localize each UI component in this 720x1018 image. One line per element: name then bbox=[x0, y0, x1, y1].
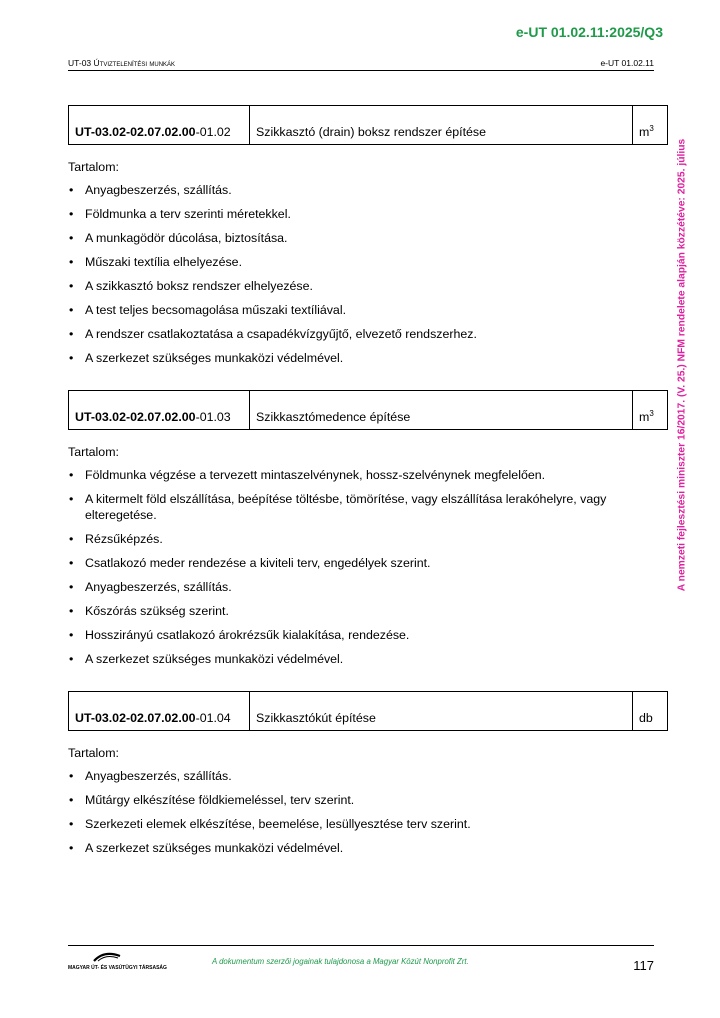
content-label: Tartalom: bbox=[68, 445, 119, 459]
item-code: UT-03.02-02.07.02.00-01.03 bbox=[69, 391, 250, 430]
list-item: • A szerkezet szükséges munkaközi védelmével. bbox=[68, 652, 668, 668]
list-item: • Kőszórás szükség szerint. bbox=[68, 604, 668, 620]
item-title: Szikkasztómedence építése bbox=[250, 391, 633, 430]
list-item: • A szerkezet szükséges munkaközi védelmével. bbox=[68, 841, 668, 857]
item-title: Szikkasztókút építése bbox=[250, 692, 633, 731]
running-header-title: Útviztelenítési munkák bbox=[93, 58, 176, 68]
item-code-table bbox=[68, 691, 668, 731]
page-number: 117 bbox=[633, 958, 654, 973]
item-unit: db bbox=[633, 692, 668, 731]
list-item: • A szikkasztó boksz rendszer elhelyezése. bbox=[68, 279, 668, 295]
item-unit: $m^3$ bbox=[633, 106, 668, 145]
item-code: UT-03.02-02.07.02.00-01.02 bbox=[69, 106, 250, 145]
list-item: • Csatlakozó meder rendezése a kiviteli terv, engedélyek szerint. bbox=[68, 556, 668, 572]
list-item: • A test teljes becsomagolása műszaki textíliával. bbox=[68, 303, 668, 319]
list-item: • Anyagbeszerzés, szállítás. bbox=[68, 183, 668, 199]
item-code-table bbox=[68, 105, 668, 145]
copyright-notice: A dokumentum szerzői jogainak tulajdonosa a Magyar Közút Nonprofit Zrt. bbox=[212, 957, 469, 966]
item-title: Szikkasztó (drain) boksz rendszer építése bbox=[250, 106, 633, 145]
work-item bbox=[68, 390, 668, 676]
item-code-table bbox=[68, 390, 668, 430]
list-item: • Rézsűképzés. bbox=[68, 532, 668, 548]
item-unit: $m^3$ bbox=[633, 391, 668, 430]
side-note-text: A nemzeti fejlesztési miniszter 16/2017. (V. 25.) NFM rendelete alapján közzétéve: 2025. július bbox=[676, 138, 688, 592]
running-header-chapter: UT-03 bbox=[68, 58, 94, 68]
page-footer bbox=[68, 945, 654, 973]
content-label: Tartalom: bbox=[68, 160, 119, 174]
running-header-left bbox=[68, 58, 175, 68]
running-header-right: e-UT 01.02.11 bbox=[600, 58, 654, 68]
content-list bbox=[68, 769, 668, 857]
list-item: • Anyagbeszerzés, szállítás. bbox=[68, 769, 668, 785]
logo-text: MAGYAR ÚT- ÉS VASÚTÜGYI TÁRSASÁG bbox=[68, 965, 167, 971]
logo-swoosh-icon bbox=[92, 952, 122, 962]
list-item: • A munkagödör dúcolása, biztosítása. bbox=[68, 231, 668, 247]
list-item: • Hosszirányú csatlakozó árokrézsűk kialakítása, rendezése. bbox=[68, 628, 668, 644]
list-item: • A rendszer csatlakoztatása a csapadékvízgyűjtő, elvezető rendszerhez. bbox=[68, 327, 668, 343]
content-list bbox=[68, 468, 668, 668]
list-item: • A szerkezet szükséges munkaközi védelmével. bbox=[68, 351, 668, 367]
list-item: • A kitermelt föld elszállítása, beépítése töltésbe, tömörítése, vagy elszállítása lerakóhelyre, vagy elteregetése. bbox=[68, 492, 668, 524]
work-item bbox=[68, 105, 668, 375]
society-logo bbox=[68, 952, 167, 972]
item-code: UT-03.02-02.07.02.00-01.04 bbox=[69, 692, 250, 731]
list-item: • Műtárgy elkészítése földkiemeléssel, terv szerint. bbox=[68, 793, 668, 809]
list-item: • Anyagbeszerzés, szállítás. bbox=[68, 580, 668, 596]
list-item: • Szerkezeti elemek elkészítése, beemelése, lesüllyesztése terv szerint. bbox=[68, 817, 668, 833]
list-item: • Műszaki textília elhelyezése. bbox=[68, 255, 668, 271]
document-id: e-UT 01.02.11:2025/Q3 bbox=[515, 24, 663, 40]
content-list bbox=[68, 183, 668, 367]
list-item: • Földmunka a terv szerinti méretekkel. bbox=[68, 207, 668, 223]
list-item: • Földmunka végzése a tervezett mintaszelvénynek, hossz-szelvénynek megfelelően. bbox=[68, 468, 668, 484]
content-label: Tartalom: bbox=[68, 746, 119, 760]
work-item bbox=[68, 691, 668, 865]
running-header bbox=[68, 58, 654, 71]
